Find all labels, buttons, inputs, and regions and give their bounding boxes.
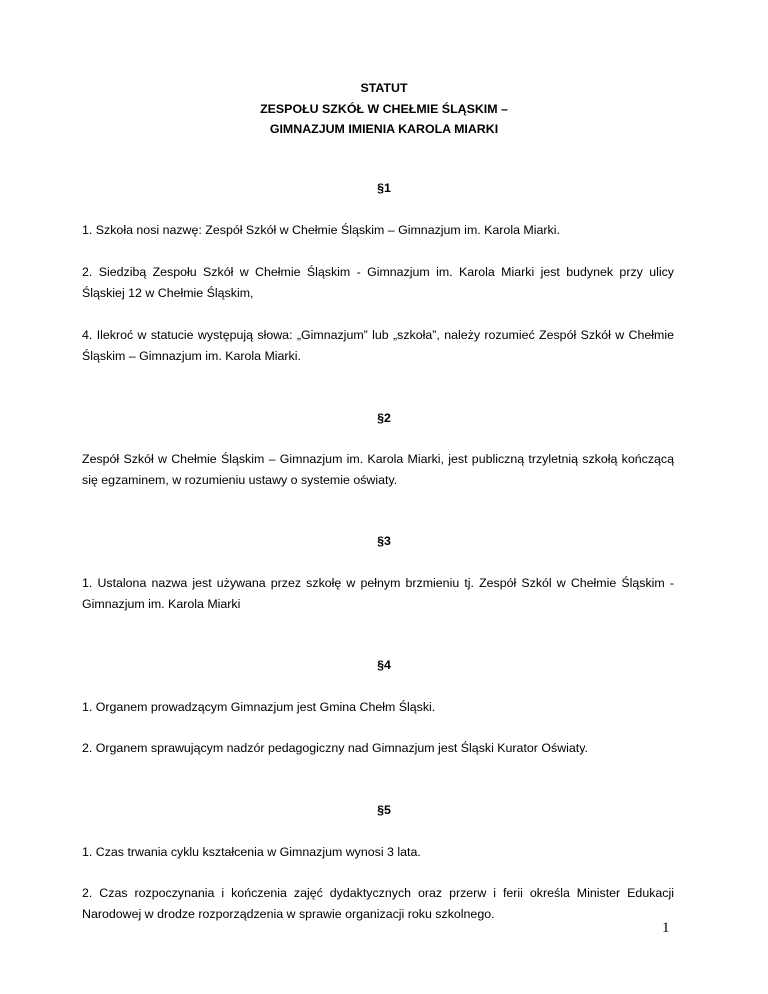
section-1-paragraph-1: 1. Szkoła nosi nazwę: Zespół Szkół w Chełmie Śląskim – Gimnazjum im. Karola Miarki. xyxy=(82,223,560,237)
section-5-paragraph-1: 1. Czas trwania cyklu kształcenia w Gimnazjum wynosi 3 lata. xyxy=(82,845,421,859)
section-2-paragraph-1: Zespół Szkół w Chełmie Śląskim – Gimnazjum im. Karola Miarki, jest publiczną trzyletnią szkołą kończącą się egzaminem, w rozumieniu ustawy o systemie oświaty. xyxy=(82,452,674,487)
section-4-paragraph-2: 2. Organem sprawującym nadzór pedagogiczny nad Gimnazjum jest Śląski Kurator Oświaty. xyxy=(82,741,588,755)
document-title xyxy=(0,78,768,140)
section-1-heading: §1 xyxy=(377,181,391,195)
section-5-paragraph-2: 2. Czas rozpoczynania i kończenia zajęć dydaktycznych oraz przerw i ferii określa Minister Edukacji Narodowej w drodze rozporządzenia w sprawie organizacji roku szkolnego. xyxy=(82,886,674,921)
section-2-heading: §2 xyxy=(377,411,391,425)
title-line-2: ZESPOŁU SZKÓŁ W CHEŁMIE ŚLĄSKIM – xyxy=(260,101,508,116)
section-3-heading: §3 xyxy=(377,534,391,548)
section-5-heading: §5 xyxy=(377,803,391,817)
section-3-paragraph-1: 1. Ustalona nazwa jest używana przez szkołę w pełnym brzmieniu tj. Zespół Szkól w Chełmie Śląskim - Gimnazjum im. Karola Miarki xyxy=(82,576,674,611)
page-number: 1 xyxy=(662,920,670,936)
section-1-paragraph-3: 4. Ilekroć w statucie występują słowa: „Gimnazjum” lub „szkoła”, należy rozumieć Zespół Szkół w Chełmie Śląskim – Gimnazjum im. Karola Miarki. xyxy=(82,328,674,363)
section-1-paragraph-2: 2. Siedzibą Zespołu Szkół w Chełmie Śląskim - Gimnazjum im. Karola Miarki jest budynek przy ulicy Śląskiej 12 w Chełmie Śląskim, xyxy=(82,265,674,300)
section-4-heading: §4 xyxy=(377,658,391,672)
title-line-3: GIMNAZJUM IMIENIA KAROLA MIARKI xyxy=(269,122,499,136)
section-4-paragraph-1: 1. Organem prowadzącym Gimnazjum jest Gmina Chełm Śląski. xyxy=(82,700,436,714)
title-line-1: STATUT xyxy=(360,81,408,95)
